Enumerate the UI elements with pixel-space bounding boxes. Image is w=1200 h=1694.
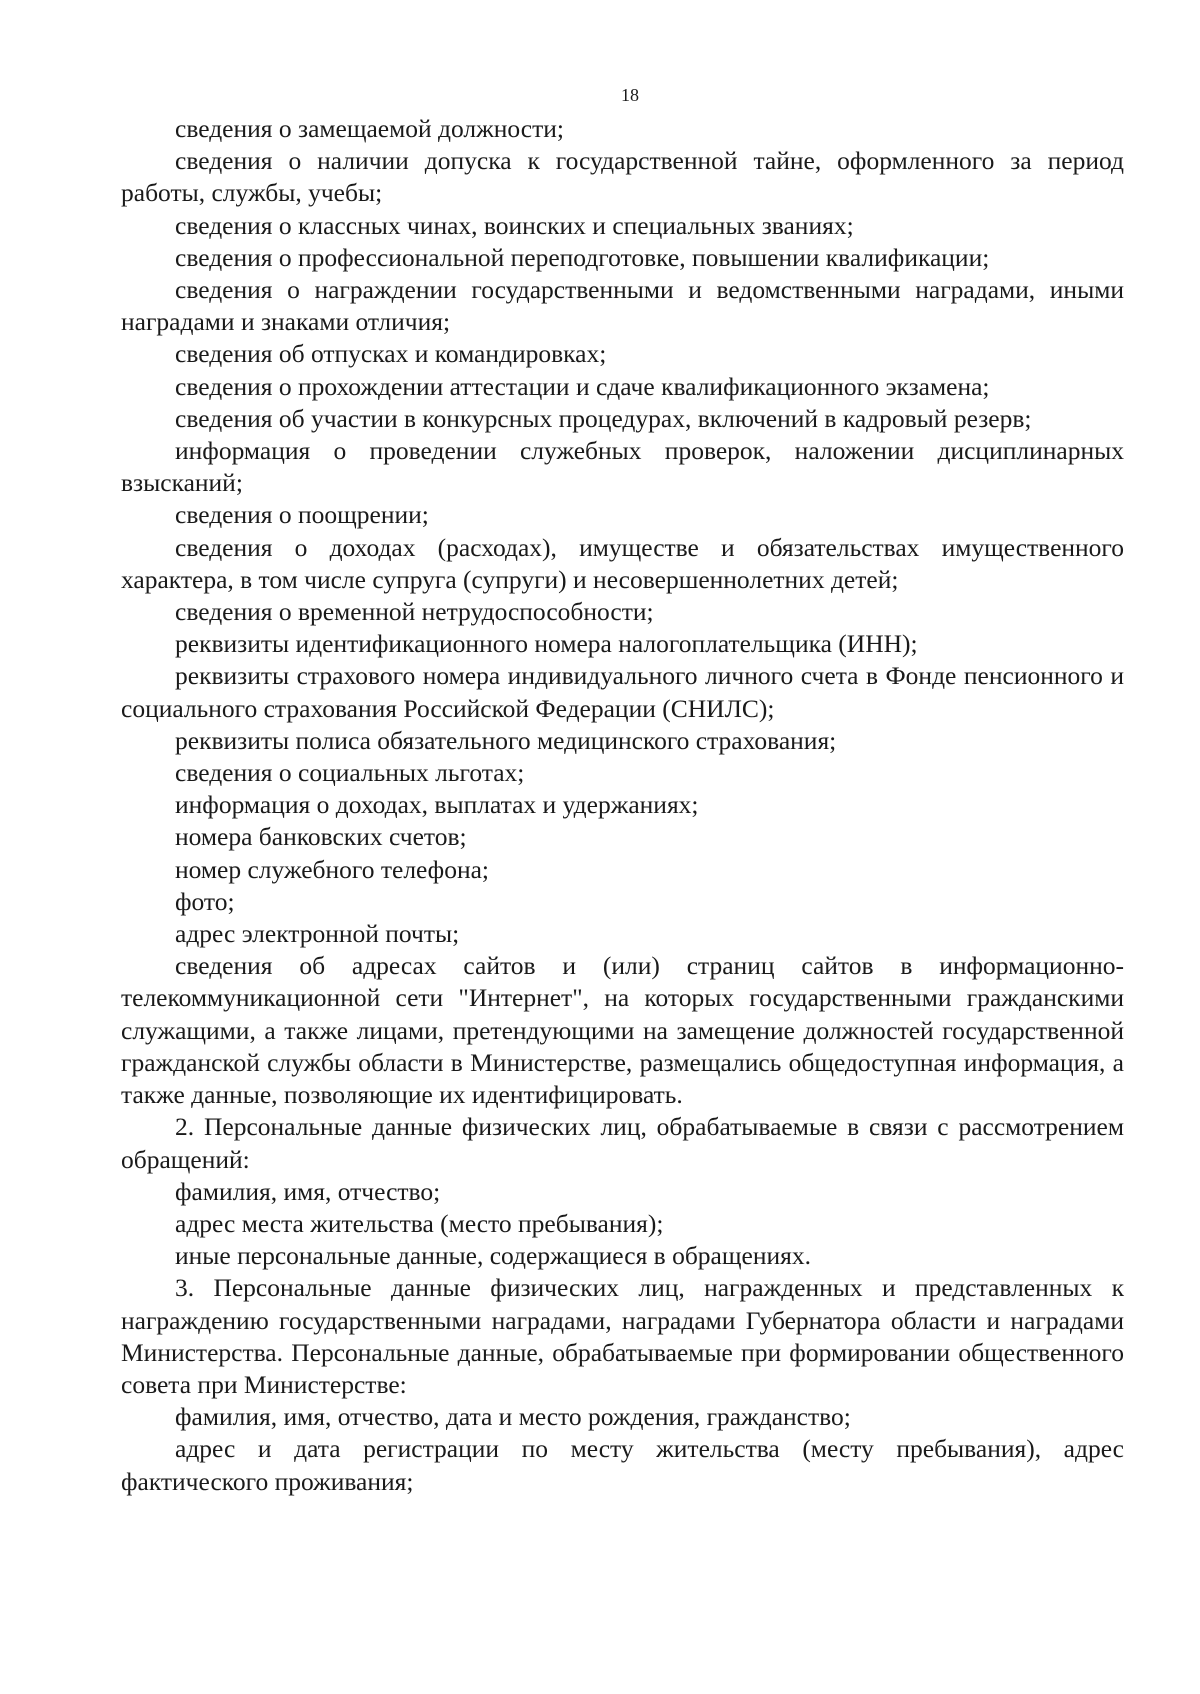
paragraph-other-data: иные персональные данные, содержащиеся в обращениях. <box>175 1241 811 1271</box>
paragraph-social-benefits: сведения о социальных льготах; <box>175 758 525 788</box>
paragraph-state-secret-clearance: сведения о наличии допуска к государственной тайне, оформленного за период работы, службы, учебы; <box>121 146 1124 208</box>
paragraph-inn: реквизиты идентификационного номера налогоплательщика (ИНН); <box>175 629 918 659</box>
paragraph-section-2: 2. Персональные данные физических лиц, обрабатываемые в связи с рассмотрением обращений: <box>121 1112 1124 1174</box>
paragraph-ranks: сведения о классных чинах, воинских и специальных званиях; <box>175 210 854 240</box>
paragraph-work-phone: номер служебного телефона; <box>175 854 490 884</box>
paragraph-full-name: фамилия, имя, отчество; <box>175 1176 441 1206</box>
paragraph-birth-data: фамилия, имя, отчество, дата и место рождения, гражданство; <box>175 1402 851 1432</box>
paragraph-websites: сведения об адресах сайтов и (или) страниц сайтов в информационно-телекоммуникационной сети "Интернет", на которых государственными гражданскими служащими, а также лицами, претендующими на замещение должностей государственной гражданской службы области в Министерстве, размещались общедоступная информация, а также данные, позволяющие их идентифицировать. <box>121 951 1124 1110</box>
paragraph-bank-accounts: номера банковских счетов; <box>175 822 467 852</box>
paragraph-medical-policy: реквизиты полиса обязательного медицинского страхования; <box>175 725 837 755</box>
paragraph-attestation: сведения о прохождении аттестации и сдаче квалификационного экзамена; <box>175 371 990 401</box>
paragraph-replaced-position: сведения о замещаемой должности; <box>175 114 564 143</box>
paragraph-payments: информация о доходах, выплатах и удержаниях; <box>175 790 699 820</box>
paragraph-income: сведения о доходах (расходах), имуществе и обязательствах имущественного характера, в том числе супруга (супруги) и несовершеннолетних детей; <box>121 532 1124 594</box>
paragraph-retraining: сведения о профессиональной переподготовке, повышении квалификации; <box>175 242 990 272</box>
paragraph-registration-address: адрес и дата регистрации по месту жительства (месту пребывания), адрес фактического проживания; <box>121 1434 1124 1496</box>
document-body <box>121 113 1124 1498</box>
paragraph-photo: фото; <box>175 886 235 916</box>
paragraph-vacations: сведения об отпусках и командировках; <box>175 339 607 369</box>
paragraph-snils: реквизиты страхового номера индивидуального личного счета в Фонде пенсионного и социального страхования Российской Федерации (СНИЛС); <box>121 661 1124 723</box>
page-number: 18 <box>621 85 639 105</box>
paragraph-competitions: сведения об участии в конкурсных процедурах, включений в кадровый резерв; <box>175 403 1032 433</box>
paragraph-awards: сведения о награждении государственными и ведомственными наградами, иными наградами и знаками отличия; <box>121 275 1124 337</box>
paragraph-inspections: информация о проведении служебных проверок, наложении дисциплинарных взысканий; <box>121 436 1124 498</box>
paragraph-email: адрес электронной почты; <box>175 919 460 949</box>
paragraph-incentives: сведения о поощрении; <box>175 500 429 530</box>
paragraph-disability: сведения о временной нетрудоспособности; <box>175 597 654 627</box>
paragraph-section-3: 3. Персональные данные физических лиц, награжденных и представленных к награждению государственными наградами, наградами Губернатора области и наградами Министерства. Персональные данные, обрабатываемые при формировании общественного совета при Министерстве: <box>121 1273 1124 1399</box>
paragraph-residence: адрес места жительства (место пребывания); <box>175 1208 664 1238</box>
